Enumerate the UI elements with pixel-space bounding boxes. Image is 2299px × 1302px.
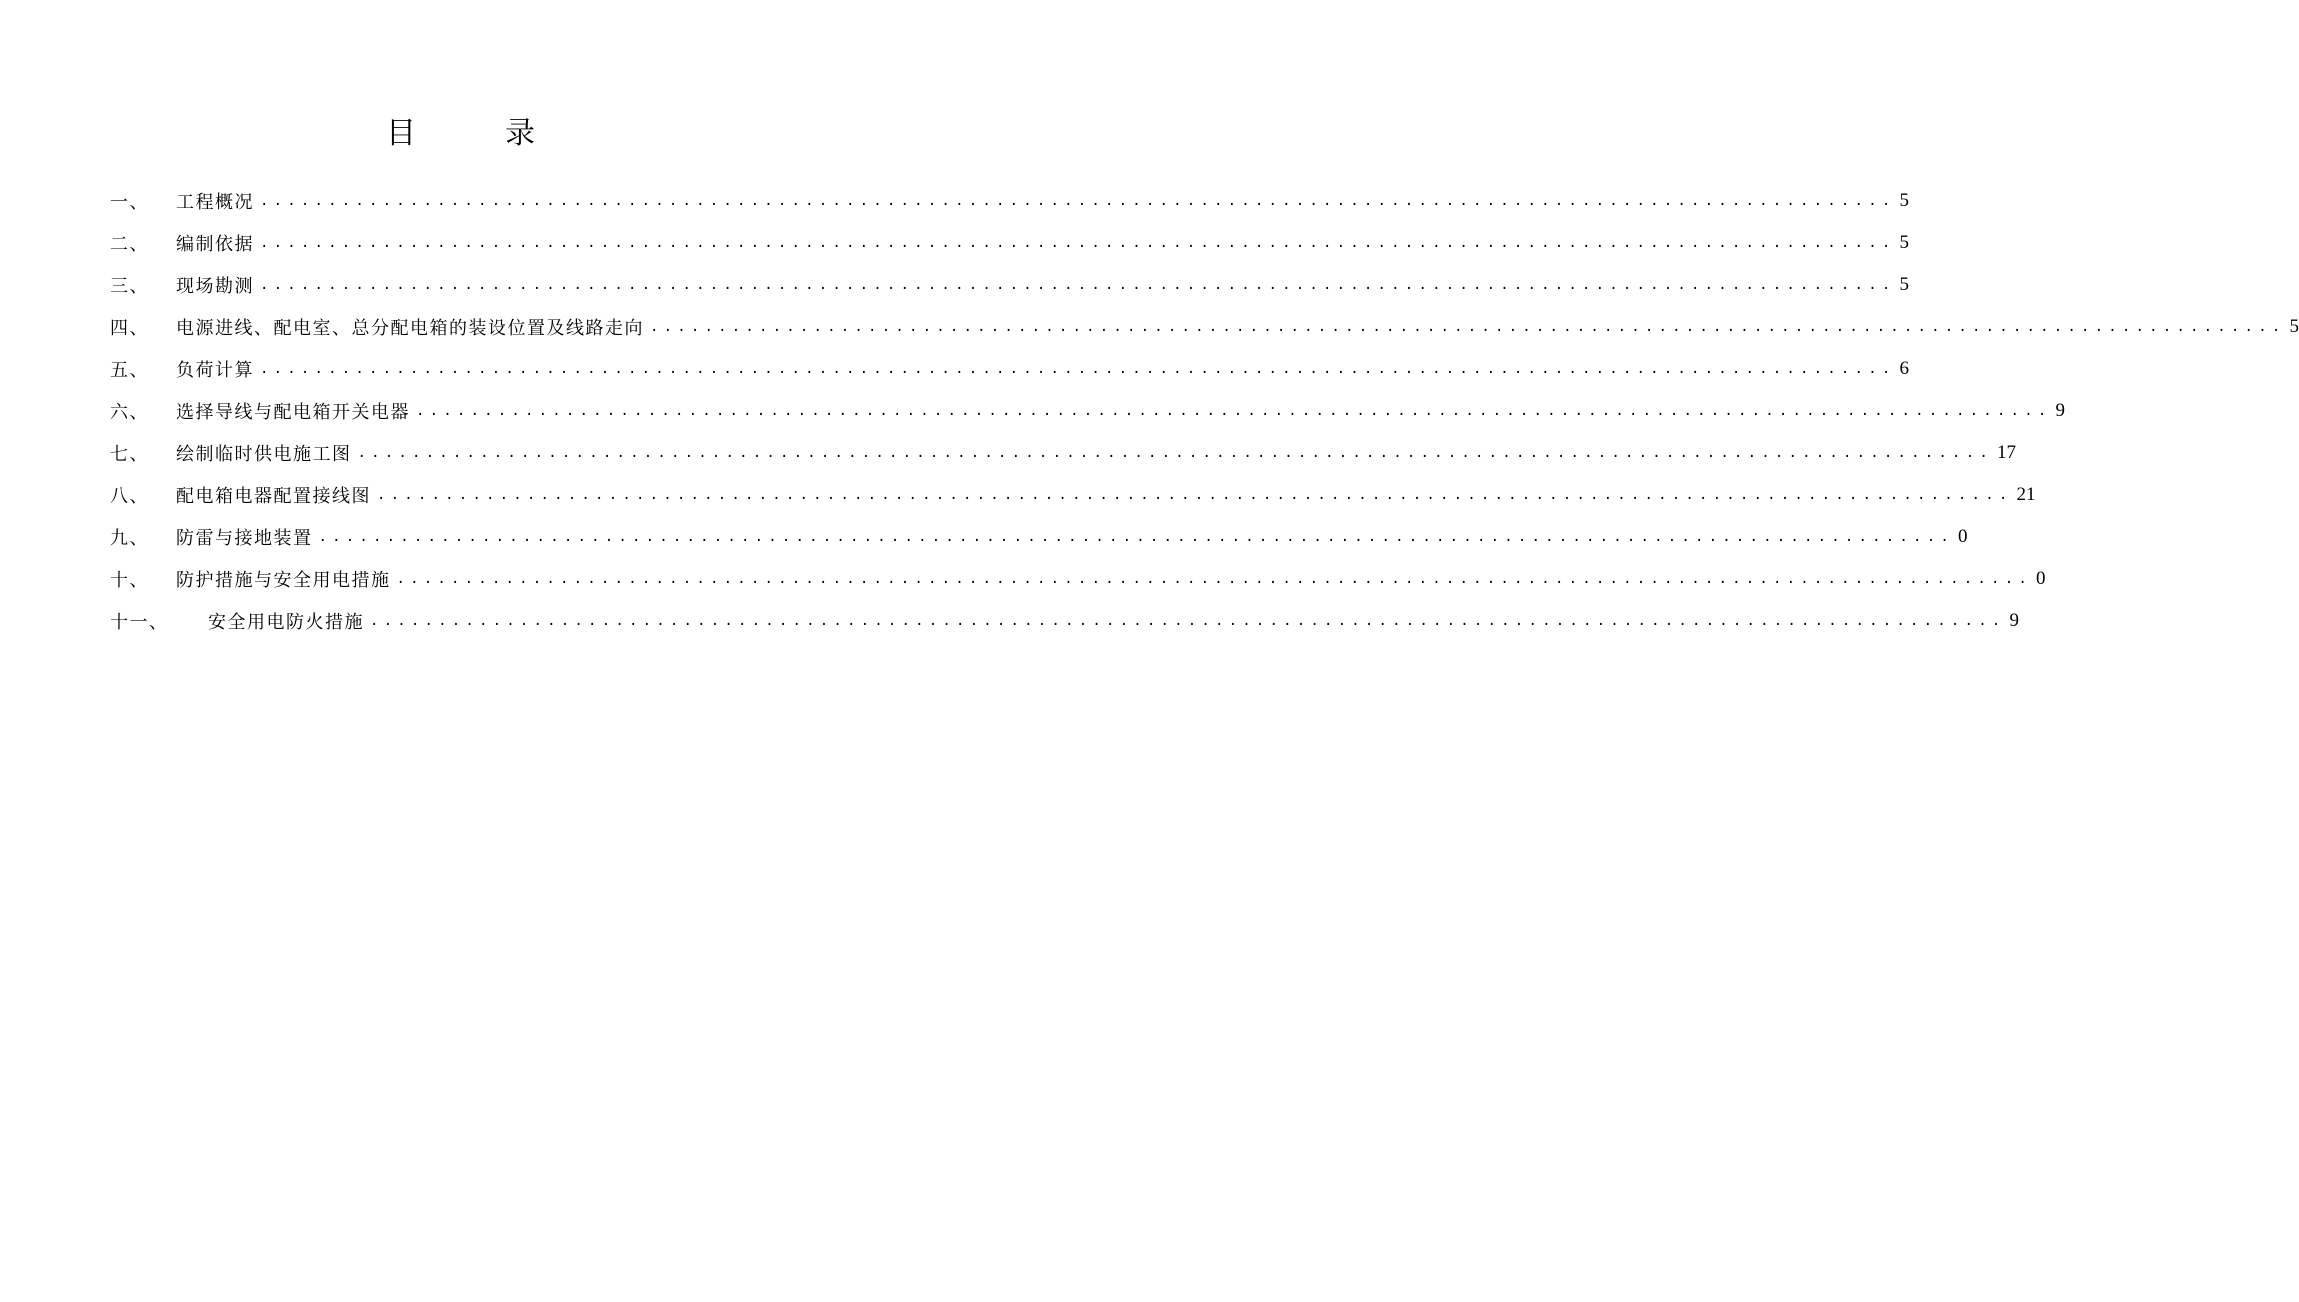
toc-entry-title: 编制依据 [176, 234, 254, 255]
toc-entry-page: 21 [2016, 484, 2036, 505]
toc-entry-title: 绘制临时供电施工图 [176, 444, 352, 465]
toc-list [110, 180, 2299, 642]
toc-entry-title: 现场勘测 [176, 276, 254, 297]
toc-entry[interactable] [110, 222, 1909, 264]
toc-leader-dots: ........................................................................................................................ [318, 529, 1954, 545]
toc-entry-page: 0 [2035, 568, 2046, 589]
toc-entry[interactable] [110, 516, 1968, 558]
toc-entry-title: 选择导线与配电箱开关电器 [176, 402, 410, 423]
toc-entry-page: 0 [1957, 526, 1968, 547]
toc-entry[interactable] [110, 558, 2046, 600]
toc-entry-page: 6 [1899, 358, 1909, 379]
toc-leader-dots: ........................................................................................................................ [260, 193, 1896, 209]
toc-entry[interactable] [110, 390, 2065, 432]
toc-entry-page: 9 [2055, 400, 2065, 421]
toc-leader-dots: ........................................................................................................................ [396, 571, 2032, 587]
toc-entry-page: 5 [1899, 274, 1909, 295]
toc-entry-title: 安全用电防火措施 [208, 612, 364, 633]
toc-entry-title: 电源进线、配电室、总分配电箱的装设位置及线路走向 [176, 318, 644, 339]
toc-leader-dots: ........................................................................................................................ [370, 613, 2006, 629]
toc-title-char-2: 录 [505, 116, 535, 151]
toc-leader-dots: ........................................................................................................................ [260, 235, 1896, 251]
toc-leader-dots: ........................................................................................................................ [650, 319, 2286, 335]
toc-entry-title: 负荷计算 [176, 360, 254, 381]
toc-leader-dots: ........................................................................................................................ [357, 445, 1993, 461]
toc-entry[interactable] [110, 600, 2019, 642]
toc-entry-number: 十一、 [110, 612, 169, 633]
toc-entry-number: 五、 [110, 360, 149, 381]
toc-entry-page: 5 [1899, 190, 1909, 211]
toc-entry-page: 5 [2289, 316, 2299, 337]
toc-entry-number: 三、 [110, 276, 149, 297]
toc-entry[interactable] [110, 180, 1909, 222]
toc-entry-page: 5 [1899, 232, 1909, 253]
toc-title [0, 112, 920, 160]
toc-entry-title: 防雷与接地装置 [176, 528, 313, 549]
toc-entry[interactable] [110, 432, 2016, 474]
toc-entry-number: 十、 [110, 570, 149, 591]
toc-entry-number: 九、 [110, 528, 149, 549]
toc-entry-number: 六、 [110, 402, 149, 423]
toc-entry-title: 配电箱电器配置接线图 [176, 486, 371, 507]
toc-entry-number: 二、 [110, 234, 149, 255]
toc-entry-title: 工程概况 [176, 192, 254, 213]
toc-leader-dots: ........................................................................................................................ [260, 277, 1896, 293]
toc-entry[interactable] [110, 306, 2299, 348]
toc-leader-dots: ........................................................................................................................ [416, 403, 2052, 419]
toc-entry[interactable] [110, 474, 2036, 516]
toc-leader-dots: ........................................................................................................................ [377, 487, 2013, 503]
toc-entry-number: 一、 [110, 192, 149, 213]
toc-entry-page: 17 [1996, 442, 2016, 463]
toc-entry-title: 防护措施与安全用电措施 [176, 570, 391, 591]
toc-entry-number: 四、 [110, 318, 149, 339]
toc-leader-dots: ........................................................................................................................ [260, 361, 1896, 377]
toc-entry-number: 八、 [110, 486, 149, 507]
toc-entry-page: 9 [2009, 610, 2019, 631]
toc-entry[interactable] [110, 264, 1909, 306]
toc-title-char-1: 目 [386, 116, 416, 151]
toc-entry[interactable] [110, 348, 1909, 390]
toc-entry-number: 七、 [110, 444, 149, 465]
